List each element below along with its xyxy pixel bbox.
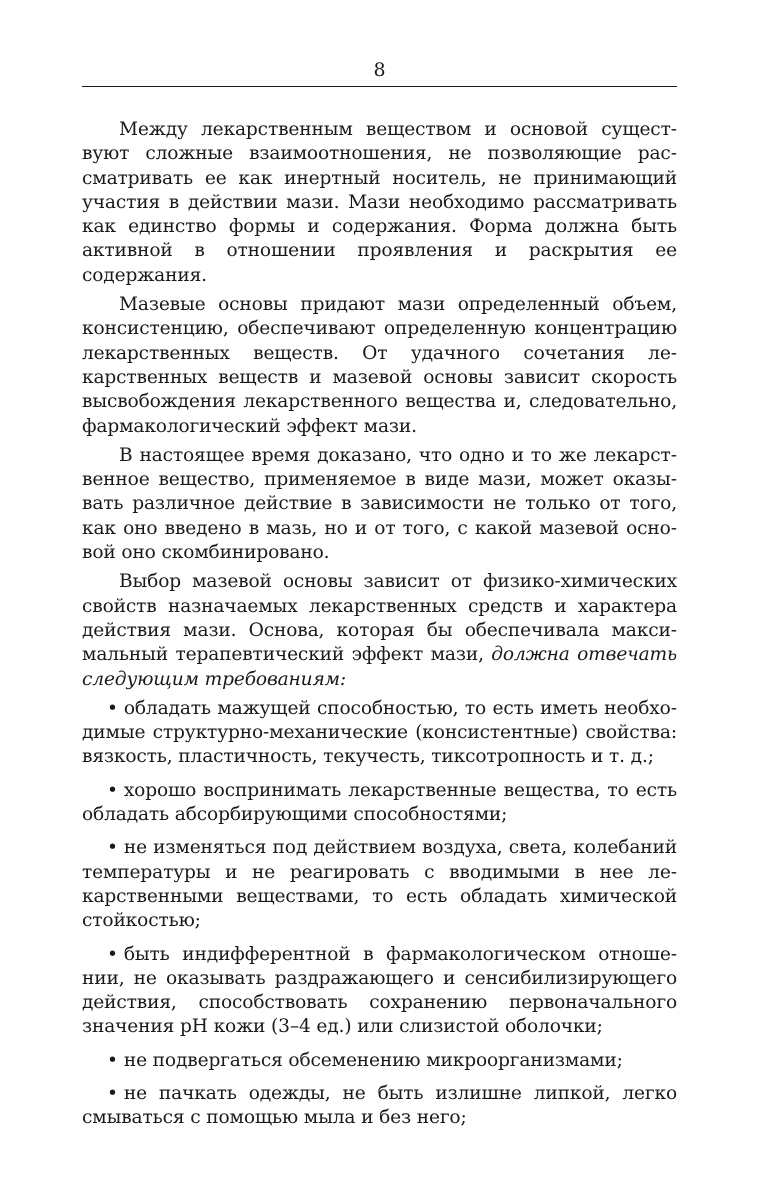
header-rule: [82, 86, 677, 87]
bullet-item-1: [82, 697, 677, 770]
intro-emphasis: должна отвечать следующим требованиям:: [82, 644, 677, 690]
bullet-text: не подвергаться обсеменению микроорганизмами;: [123, 1049, 623, 1071]
paragraph-3: В настоящее время доказано, что одно и то же лекарственное вещество, применяемое в виде мази, может оказывать различное действие в зависимости не только от того, как оно введено в мазь, но и от того, с какой мазевой основой оно скомбинировано.: [82, 444, 677, 564]
bullet-icon: •: [107, 837, 118, 859]
bullet-icon: •: [107, 1082, 118, 1104]
bullet-icon: •: [107, 943, 118, 965]
page-body: [82, 118, 677, 1140]
bullet-item-6: [82, 1082, 677, 1131]
bullet-text: хорошо воспринимать лекарственные вещества, то есть обладать абсорбирующими способностями;: [82, 779, 677, 826]
bullet-text: не пачкать одежды, не быть излишне липкой, легко смываться с помощью мыла и без него;: [82, 1082, 677, 1129]
paragraph-requirements-intro: [82, 570, 677, 691]
paragraph-1: Между лекарственным веществом и основой существуют сложные взаимоотношения, не позволяющие рассматривать ее как инертный носитель, не принимающий участия в действии мази. Мази необходимо рассматривать как единство формы и содержания. Форма должна быть активной в отношении проявления и раскрытия ее содержания.: [82, 119, 677, 286]
bullet-item-5: [82, 1049, 677, 1073]
bullet-item-2: [82, 779, 677, 828]
paragraph-2: Мазевые основы придают мази определенный объем, консистенцию, обеспечивают определенную концентрацию лекарственных веществ. От удачного сочетания лекарственных веществ и мазевой основы зависит скорость высвобождения лекарственного вещества и, следовательно, фармакологический эффект мази.: [82, 294, 677, 437]
bullet-icon: •: [107, 779, 118, 801]
bullet-text: быть индифферентной в фармакологическом отношении, не оказывать раздражающего и сенсибилизирующего действия, способствовать сохранению первоначального значения pH кожи (3–4 ед.) или слизистой оболочки;: [82, 943, 677, 1038]
bullet-item-3: [82, 836, 677, 933]
bullet-item-4: [82, 943, 677, 1040]
page-number: 8: [373, 59, 386, 81]
bullet-text: обладать мажущей способностью, то есть иметь необходимые структурно-механические (консистентные) свойства: вязкость, пластичность, текучесть, тиксотропность и т. д.;: [82, 697, 677, 768]
intro-text: Выбор мазевой основы зависит от физико-химических свойств назначаемых лекарственных средств и характера действия мази. Основа, которая бы обеспечивала максимальный терапевтический эффект мази,: [82, 571, 677, 666]
bullet-text: не изменяться под действием воздуха, света, колебаний температуры и не реагировать с вводимыми в нее лекарственными веществами, то есть обладать химической стойкостью;: [82, 837, 677, 932]
bullet-icon: •: [107, 1049, 118, 1071]
bullet-icon: •: [107, 697, 118, 719]
